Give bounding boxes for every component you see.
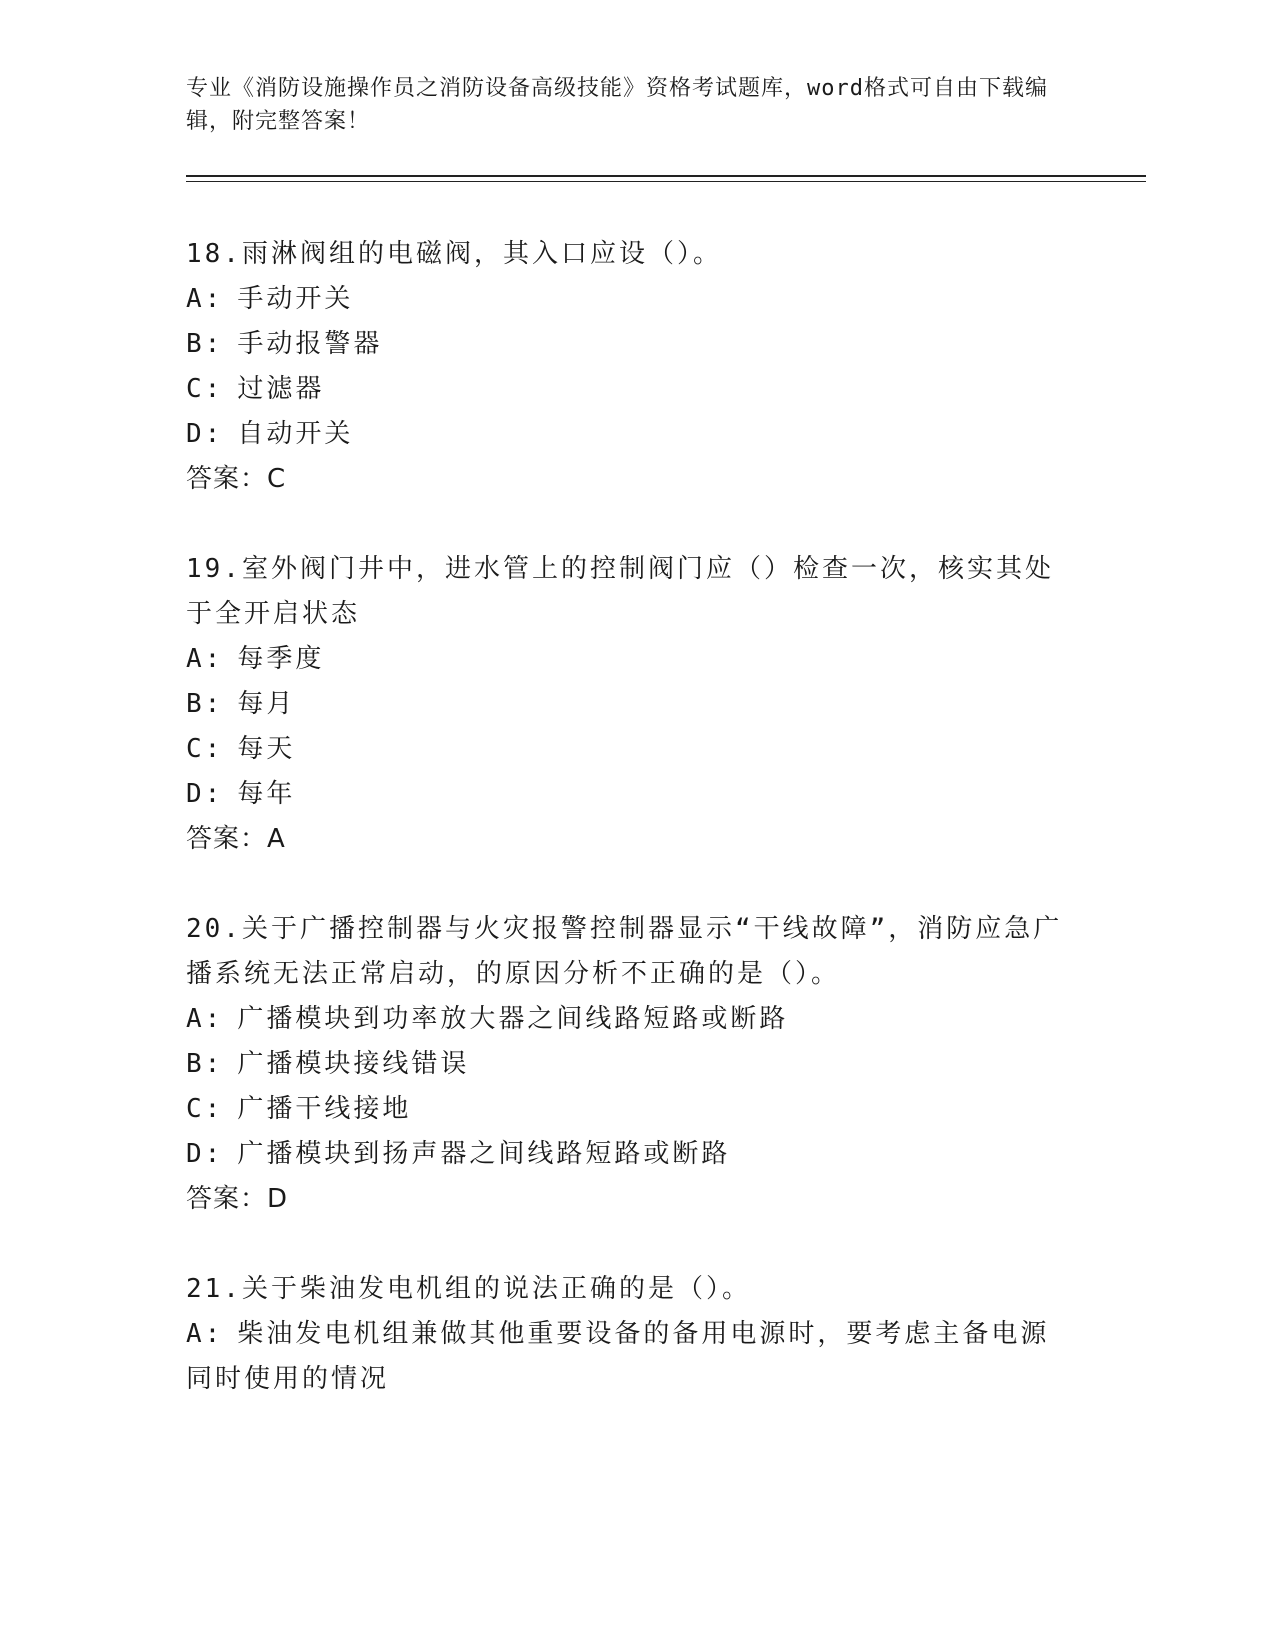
option-letter: D: xyxy=(186,1139,224,1169)
option-a xyxy=(186,997,1066,1042)
option-text: 过滤器 xyxy=(237,374,325,404)
option-b xyxy=(186,682,1066,727)
option-text: 广播模块到扬声器之间线路短路或断路 xyxy=(237,1139,731,1169)
option-c xyxy=(186,1087,1066,1132)
question-20 xyxy=(186,907,1066,1222)
option-text: 每年 xyxy=(237,779,296,809)
question-stem: 21.关于柴油发电机组的说法正确的是（）。 xyxy=(186,1274,751,1304)
option-letter: B: xyxy=(186,329,224,359)
option-letter: B: xyxy=(186,1049,224,1079)
option-letter: D: xyxy=(186,419,224,449)
question-stem: 19.室外阀门井中，进水管上的控制阀门应（）检查一次，核实其处于全开启状态 xyxy=(186,554,1054,629)
option-letter: A: xyxy=(186,1319,224,1349)
option-text: 每月 xyxy=(237,689,296,719)
option-letter: B: xyxy=(186,689,224,719)
question-21 xyxy=(186,1267,1066,1402)
question-list xyxy=(186,232,1066,1447)
option-d xyxy=(186,412,1066,457)
option-text: 每季度 xyxy=(237,644,325,674)
answer-line: 答案：C xyxy=(186,464,287,494)
question-stem: 20.关于广播控制器与火灾报警控制器显示“干线故障”，消防应急广播系统无法正常启动，的原因分析不正确的是（）。 xyxy=(186,914,1063,989)
question-19 xyxy=(186,547,1066,862)
option-text: 自动开关 xyxy=(237,419,354,449)
option-text: 手动报警器 xyxy=(237,329,383,359)
question-18 xyxy=(186,232,1066,502)
option-a xyxy=(186,637,1066,682)
option-letter: C: xyxy=(186,1094,224,1124)
option-c xyxy=(186,367,1066,412)
option-d xyxy=(186,1132,1066,1177)
option-text: 手动开关 xyxy=(237,284,354,314)
option-a xyxy=(186,277,1066,322)
option-c xyxy=(186,727,1066,772)
header-rule-thin xyxy=(186,181,1146,182)
option-text: 每天 xyxy=(237,734,296,764)
option-text: 广播干线接地 xyxy=(237,1094,412,1124)
option-letter: C: xyxy=(186,734,224,764)
answer-line: 答案：A xyxy=(186,824,286,854)
option-a xyxy=(186,1312,1066,1402)
header-rule-thick xyxy=(186,175,1146,177)
option-b xyxy=(186,1042,1066,1087)
option-letter: D: xyxy=(186,779,224,809)
option-text: 广播模块到功率放大器之间线路短路或断路 xyxy=(237,1004,789,1034)
answer-line: 答案：D xyxy=(186,1184,289,1214)
option-letter: A: xyxy=(186,644,224,674)
document-header: 专业《消防设施操作员之消防设备高级技能》资格考试题库，word格式可自由下载编辑，附完整答案！ xyxy=(186,76,1048,134)
option-text: 柴油发电机组兼做其他重要设备的备用电源时，要考虑主备电源同时使用的情况 xyxy=(186,1319,1050,1394)
option-letter: C: xyxy=(186,374,224,404)
option-text: 广播模块接线错误 xyxy=(237,1049,470,1079)
option-d xyxy=(186,772,1066,817)
option-letter: A: xyxy=(186,1004,224,1034)
option-b xyxy=(186,322,1066,367)
option-letter: A: xyxy=(186,284,224,314)
question-stem: 18.雨淋阀组的电磁阀，其入口应设（）。 xyxy=(186,239,722,269)
